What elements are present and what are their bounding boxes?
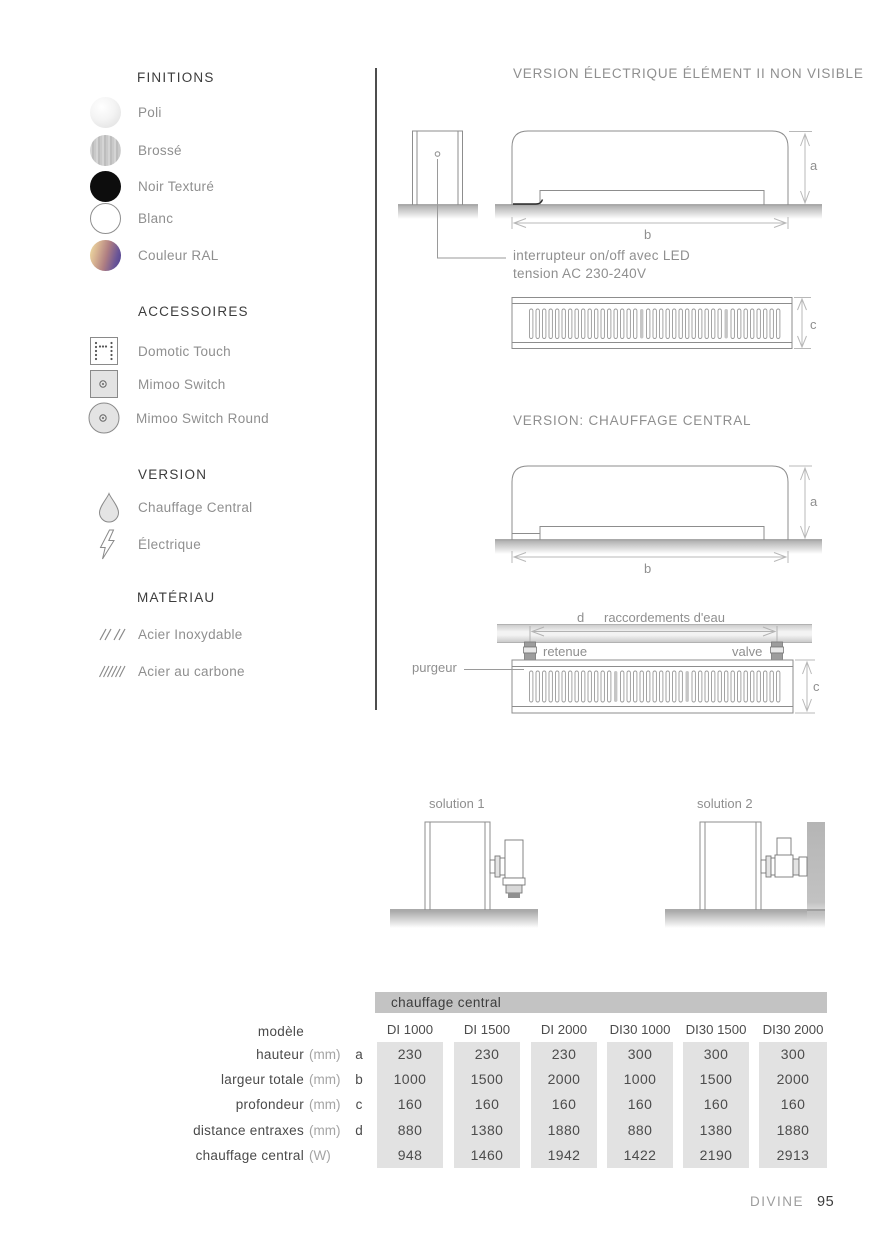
switch-note-line2: tension AC 230-240V <box>513 265 647 281</box>
version-label: Chauffage Central <box>138 499 253 515</box>
dim-label-d: d <box>577 610 585 625</box>
solution-2-valve <box>761 838 807 877</box>
table-column-di30-2000: DI30 2000 300 2000 160 1880 2913 <box>759 1020 827 1168</box>
table-column-di1000: DI 1000 230 1000 160 880 948 <box>377 1020 443 1168</box>
table-column-di2000: DI 2000 230 2000 160 1880 1942 <box>531 1020 597 1168</box>
finitions-heading: FINITIONS <box>137 70 215 85</box>
solution-2-radiator <box>700 822 761 910</box>
table-row-label: profondeur (mm) <box>140 1092 344 1117</box>
column-header: DI 1500 <box>463 1022 511 1037</box>
solution-1-label: solution 1 <box>429 796 485 811</box>
purgeur-label: purgeur <box>412 660 457 675</box>
dimension-a2 <box>789 466 812 538</box>
solution-1-valve <box>490 840 525 898</box>
dim-label-b: b <box>644 227 652 242</box>
central-version-heading: VERSION: CHAUFFAGE CENTRAL <box>513 413 752 428</box>
switch-leader-line <box>438 159 507 258</box>
finish-label: Poli <box>138 105 162 120</box>
table-column-di30-1500: DI30 1500 300 1500 160 1380 2190 <box>683 1020 749 1168</box>
version-heading: VERSION <box>138 467 208 482</box>
material-label: Acier au carbone <box>138 664 245 679</box>
finish-label: Noir Texturé <box>138 179 215 194</box>
switch-dot-icon <box>435 152 440 157</box>
dimension-d <box>530 626 777 642</box>
materiau-heading: MATÉRIAU <box>137 590 216 605</box>
row-unit: (mm) <box>309 1047 341 1063</box>
dim-label-c: c <box>810 317 817 332</box>
finish-label: Couleur RAL <box>138 248 219 263</box>
power-cord <box>513 200 543 205</box>
accessory-label: Mimoo Switch Round <box>136 410 269 426</box>
table-column-di30-1000: DI30 1000 300 1000 160 880 1422 <box>607 1020 673 1168</box>
row-label-modele: modèle <box>257 1023 304 1039</box>
column-header: DI 1000 <box>386 1022 434 1037</box>
footer-brand: DIVINE <box>750 1194 805 1209</box>
table-row-label: chauffage central (W) <box>140 1143 344 1168</box>
version-label: Électrique <box>138 537 202 552</box>
solution-2-label: solution 2 <box>697 796 753 811</box>
table-row-label: distance entraxes (mm) <box>140 1118 344 1143</box>
table-letter-column: a b c d <box>355 1047 363 1138</box>
row-unit: (mm) <box>309 1072 341 1088</box>
central-grille-top-view <box>512 660 793 713</box>
raccordements-label: raccordements d'eau <box>604 610 725 625</box>
column-header: DI30 2000 <box>762 1022 824 1037</box>
finish-label: Blanc <box>138 211 174 226</box>
accessory-label: Mimoo Switch <box>138 376 226 392</box>
finish-label: Brossé <box>138 143 182 158</box>
column-header: DI30 1500 <box>685 1022 747 1037</box>
table-row-label: largeur totale (mm) <box>140 1067 344 1092</box>
electric-version-heading: VERSION ÉLECTRIQUE ÉLÉMENT II NON VISIBLE <box>513 66 864 81</box>
table-row-label <box>140 1020 344 1042</box>
page-footer <box>750 1194 834 1210</box>
dimension-c1 <box>794 298 811 349</box>
dimension-a1 <box>789 132 812 204</box>
solution-1-radiator <box>425 822 490 910</box>
row-unit: (mm) <box>309 1097 341 1113</box>
table-header-bar: chauffage central <box>375 992 827 1013</box>
dim-label-c: c <box>813 679 820 694</box>
table-row-labels <box>140 1020 344 1168</box>
accessory-label: Domotic Touch <box>138 343 231 359</box>
row-unit: (W) <box>309 1147 331 1163</box>
dim-label-b: b <box>644 561 652 576</box>
retenue-label: retenue <box>543 644 588 659</box>
dim-label-a: a <box>810 158 818 173</box>
table-row-label: hauteur (mm) <box>140 1042 344 1067</box>
electric-grille-top-view <box>512 298 792 349</box>
electric-front-view <box>512 131 788 205</box>
dim-label-a: a <box>810 494 818 509</box>
table-column-di1500: DI 1500 230 1500 160 1380 1460 <box>454 1020 520 1168</box>
valve-label: valve <box>732 644 763 659</box>
switch-note <box>513 247 690 282</box>
column-header: DI 2000 <box>540 1022 588 1037</box>
row-unit: (mm) <box>309 1122 341 1138</box>
dimension-c2 <box>795 660 815 713</box>
switch-note-line1: interrupteur on/off avec LED <box>513 248 690 263</box>
grille-slots <box>530 309 780 339</box>
material-label: Acier Inoxydable <box>138 627 243 642</box>
grille-slots <box>530 671 780 702</box>
column-header: DI30 1000 <box>609 1022 671 1037</box>
accessoires-heading: ACCESSOIRES <box>138 304 249 319</box>
footer-page-number: 95 <box>817 1194 835 1210</box>
central-front-view <box>512 466 788 540</box>
